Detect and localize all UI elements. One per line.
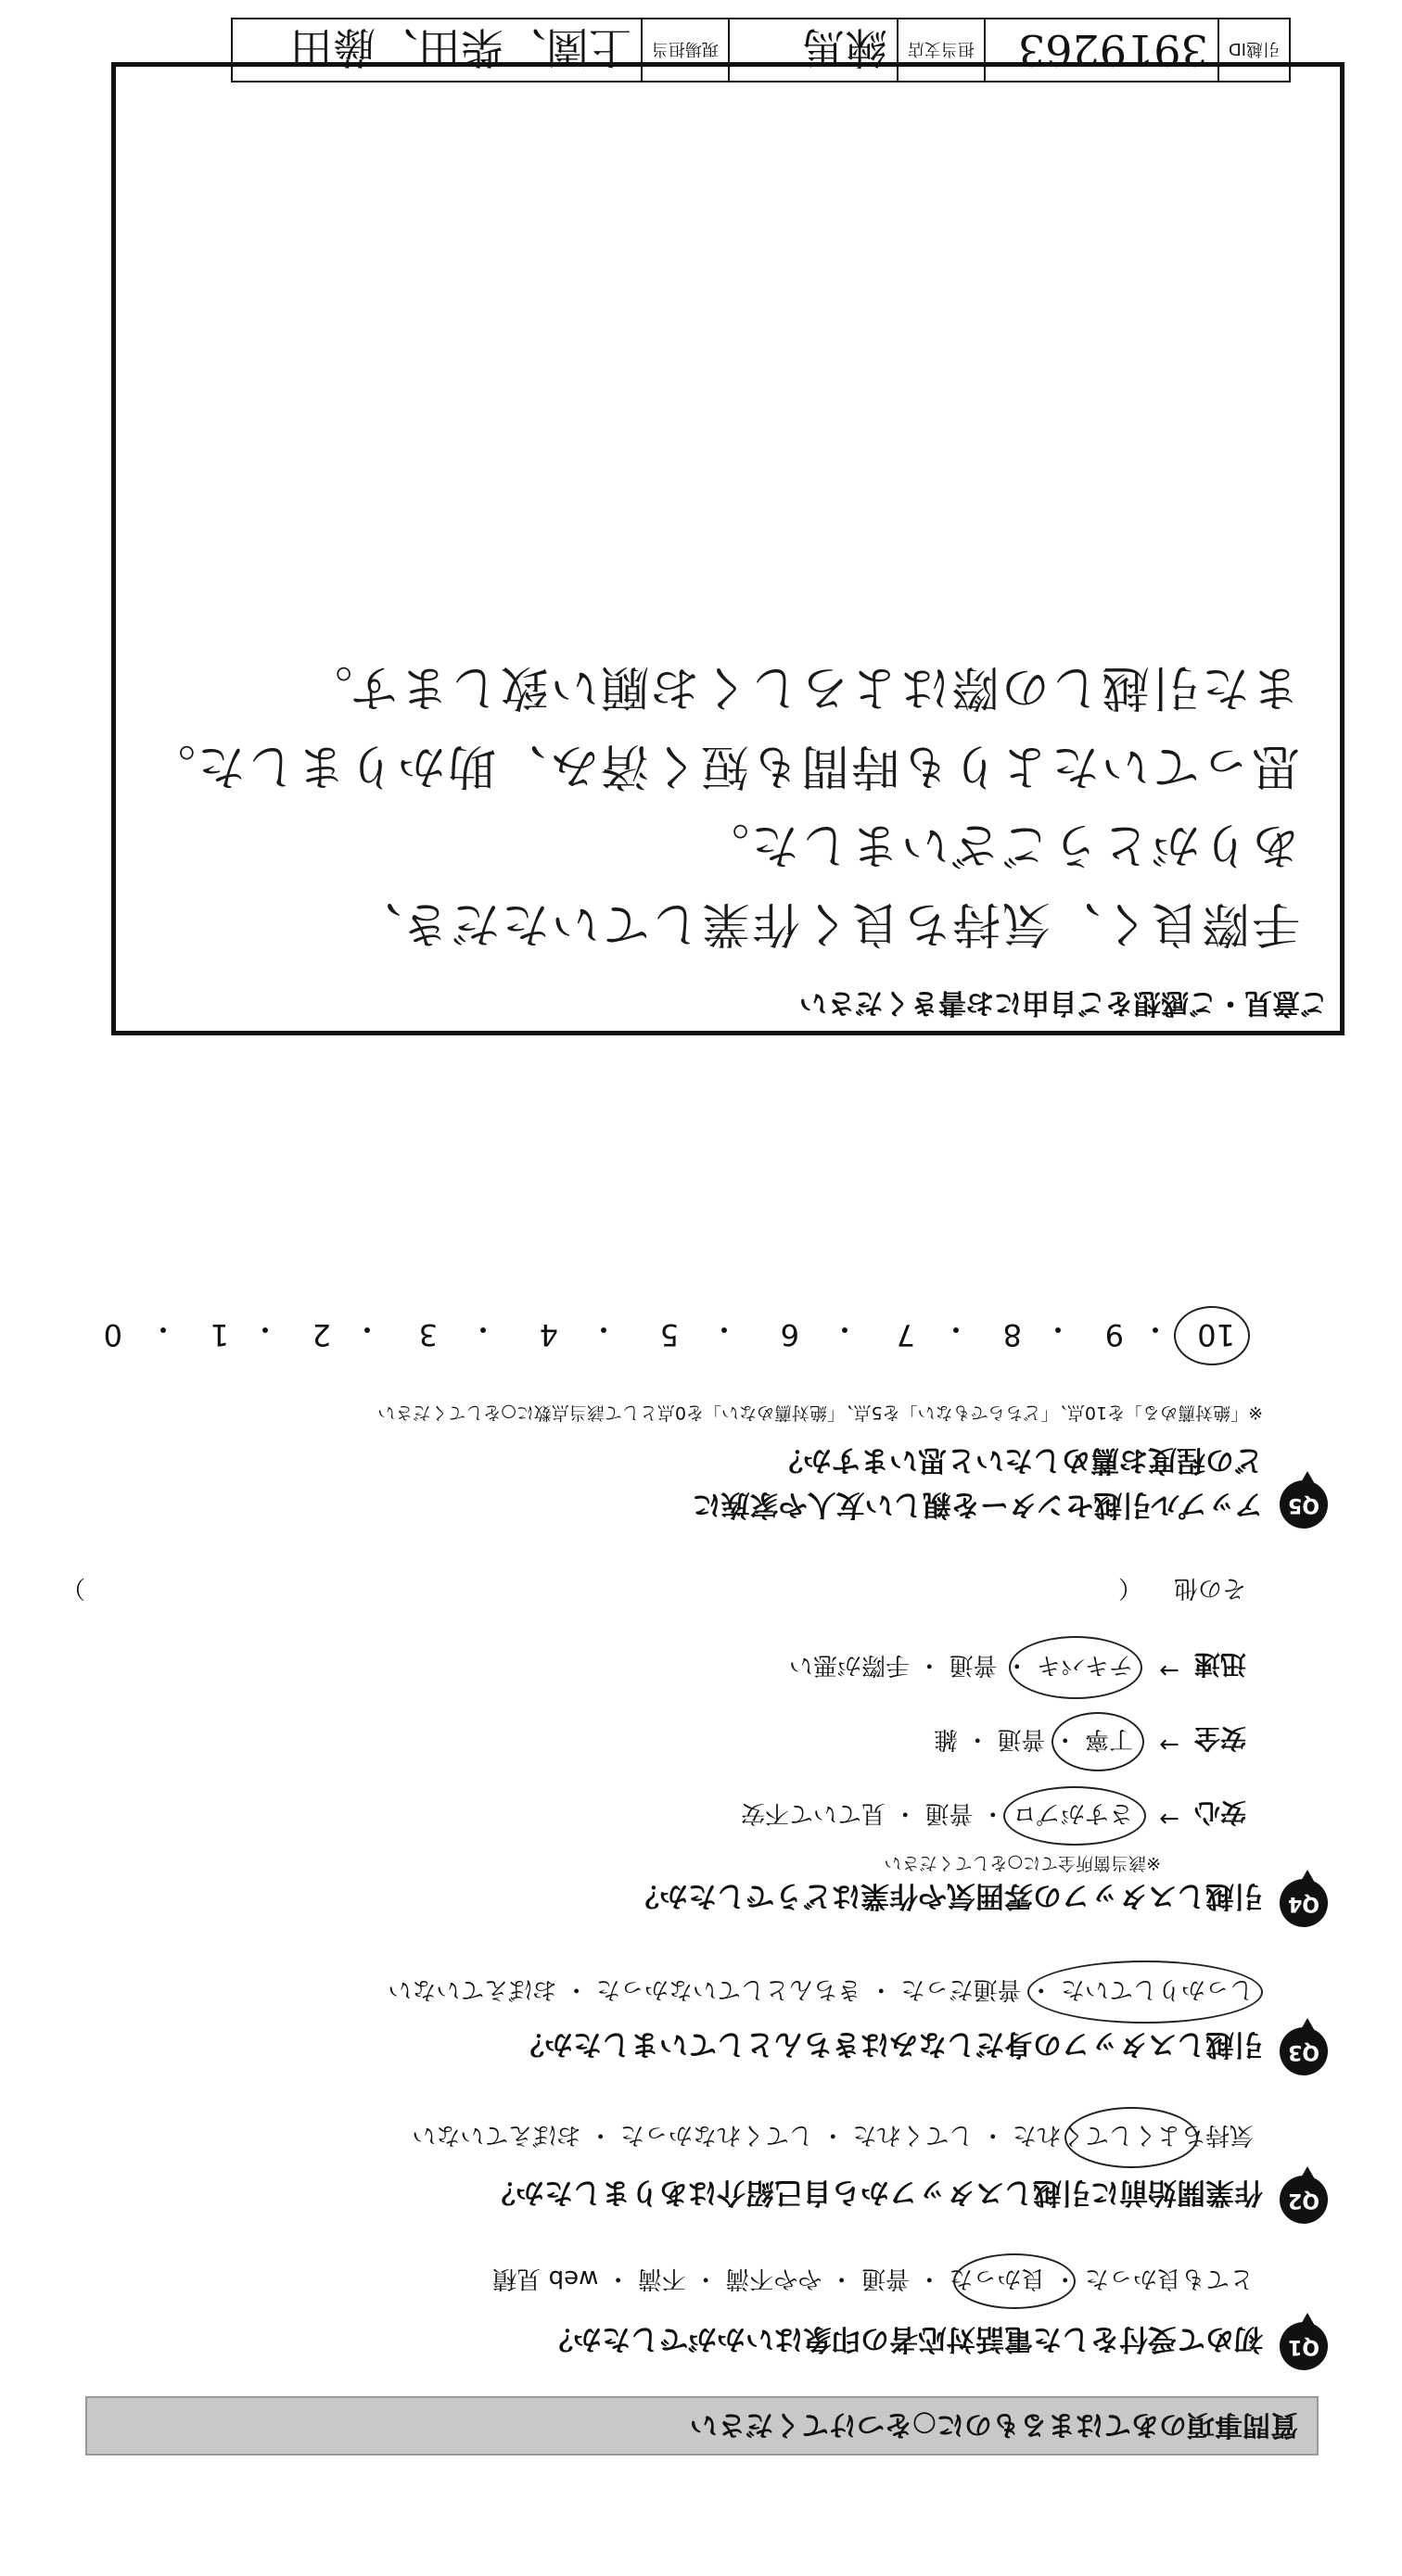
- q5-scale-6: 6: [780, 1317, 799, 1352]
- q3-selected-circle: [1027, 1961, 1263, 2024]
- q1-question: 初めて受付をした電話対応者の印象はいかがでしたか？: [544, 2322, 1263, 2355]
- q1-selected-circle: [953, 2253, 1076, 2309]
- q5-selected-circle: [1174, 1306, 1250, 1365]
- q5-scale-2: 2: [312, 1317, 331, 1352]
- q5-question-line2: どの程度お薦めしたいと思いますか？: [774, 1443, 1263, 1477]
- q5-note: ※「絶対薦める」を10点、「どちらでもない」を5点、「絶対薦めない」を0点として該当点数に○をしてください: [377, 1402, 1263, 1423]
- q5-scale-8: 8: [1002, 1317, 1022, 1352]
- q5-scale-dot: ・: [940, 1312, 971, 1347]
- header-table: [231, 18, 1291, 82]
- q4-other-open: （: [1117, 1574, 1142, 1602]
- comment-line-3: 思っていたよりも時間も短く済み、助かりました。: [145, 738, 1300, 793]
- q4-row-label-anshin: 安心: [1193, 1797, 1246, 1828]
- q4-row-options-jinsoku: テキパキ ・ 普通 ・ 手際が悪い: [788, 1651, 1133, 1679]
- id-value: 3919263: [985, 19, 1218, 82]
- q4-anzen-circle: [1052, 1712, 1144, 1771]
- q4-note: ※該当箇所全てに○をしてください: [884, 1853, 1161, 1873]
- q4-row-options-anzen: 丁寧 ・ 普通 ・ 雑: [933, 1725, 1133, 1753]
- comment-box: [111, 62, 1345, 1035]
- q5-scale-dot: ・: [829, 1312, 860, 1347]
- q5-scale-dot: ・: [351, 1312, 382, 1347]
- q5-scale-dot: ・: [147, 1312, 178, 1347]
- q4-jinsoku-circle: [1009, 1636, 1142, 1699]
- leader-value: 上園、柴田、藤田: [232, 19, 642, 82]
- q4-anshin-circle: [1003, 1786, 1146, 1846]
- q5-question-line1: アップル引越センターを親しい友人や家族に: [692, 1488, 1263, 1521]
- q5-scale-dot: ・: [588, 1312, 618, 1347]
- arrow-icon: →: [1159, 1656, 1179, 1684]
- q4-other-close: ）: [60, 1574, 85, 1602]
- q1-options: とても良かった ・ 良かった ・ 普通 ・ やや不満 ・ 不満 ・ web 見積: [492, 2265, 1254, 2292]
- q4-row-options-anshin: さすがプロ ・ 普通 ・ 見ていて不安: [740, 1799, 1133, 1827]
- q4-row-label-anzen: 安全: [1193, 1723, 1246, 1754]
- q3-question: 引越しスタッフの身だしなみはきちんとしていましたか？: [516, 2027, 1263, 2061]
- q5-scale-dot: ・: [1140, 1312, 1170, 1347]
- instruction-banner: 質問事項のあてはまるものに○をつけてください: [85, 2396, 1319, 2455]
- q5-scale-dot: ・: [708, 1312, 739, 1347]
- comment-title: ご意見・ご感想をご自由にお書きください: [799, 986, 1328, 1019]
- leader-label: 現場担当: [642, 19, 729, 82]
- q5-scale-4: 4: [539, 1317, 558, 1352]
- q5-scale-dot: ・: [249, 1312, 280, 1347]
- q5-scale-dot: ・: [1042, 1312, 1073, 1347]
- q1-badge: Q1: [1280, 2322, 1328, 2370]
- q4-other-label: その他: [1173, 1574, 1246, 1602]
- id-label: 引越ID: [1218, 19, 1290, 82]
- q5-scale-9: 9: [1104, 1317, 1124, 1352]
- q5-scale-10: 10: [1197, 1317, 1235, 1352]
- q5-scale-7: 7: [896, 1317, 915, 1352]
- branch-label: 担当支店: [898, 19, 985, 82]
- q5-scale-dot: ・: [467, 1312, 498, 1347]
- q2-question: 作業開始前に引越しスタッフから自己紹介はありましたか？: [487, 2176, 1263, 2209]
- q4-badge: Q4: [1280, 1879, 1328, 1927]
- q2-options: 気持ちよくしてくれた ・ してくれた ・ してくれなかった ・ おぼえていない: [412, 2121, 1254, 2149]
- q5-scale-5: 5: [659, 1317, 679, 1352]
- q3-badge: Q3: [1280, 2027, 1328, 2075]
- arrow-icon: →: [1159, 1731, 1179, 1758]
- q2-selected-circle: [1064, 2107, 1198, 2168]
- q5-scale-3: 3: [418, 1317, 438, 1352]
- q4-question: 引越しスタッフの雰囲気や作業はどうでしたか？: [631, 1879, 1263, 1912]
- q3-options: しっかりしていた ・ 普通だった ・ きちんとしていなかった ・ おぼえていない: [388, 1975, 1254, 2003]
- q2-badge: Q2: [1280, 2176, 1328, 2224]
- comment-line-1: 手際良く、気持ち良く作業していただき、: [351, 895, 1300, 951]
- q5-scale-1: 1: [210, 1317, 229, 1352]
- branch-value: 練馬: [729, 19, 898, 82]
- comment-line-2: ありがとうございました。: [698, 817, 1300, 872]
- arrow-icon: →: [1159, 1805, 1179, 1833]
- q5-badge: Q5: [1280, 1480, 1328, 1529]
- q5-scale: [67, 1306, 1235, 1352]
- q5-scale-0: 0: [103, 1317, 122, 1352]
- q4-row-label-jinsoku: 迅速: [1193, 1649, 1246, 1680]
- comment-line-4: また引越しの際はよろしくお願い致します。: [302, 659, 1300, 715]
